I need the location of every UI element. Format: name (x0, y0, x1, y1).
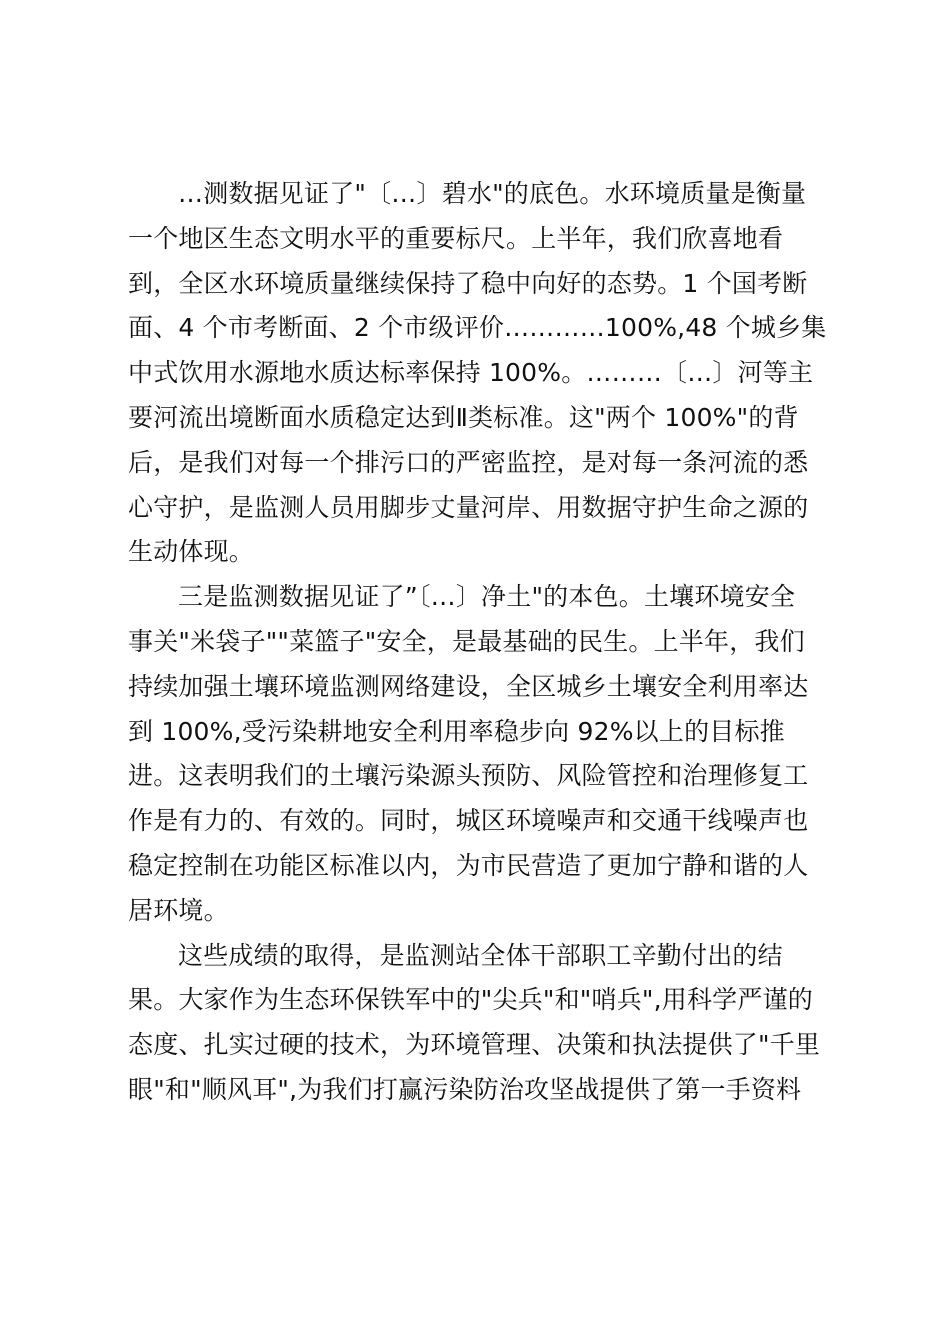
paragraph-3-line: 态度、扎实过硬的技术，为环境管理、决策和执法提供了"千里 (128, 1030, 821, 1060)
body-text (128, 172, 838, 1113)
paragraph-2-line: 事关"米袋子""菜篮子"安全，是最基础的民生。上半年，我们 (128, 626, 805, 656)
paragraph-2-line: 持续加强土壤环境监测网络建设，全区城乡土壤安全利用率达 (128, 671, 809, 701)
paragraph-2-line: 居环境。 (128, 895, 229, 925)
paragraph-2-line: 作是有力的、有效的。同时，城区环境噪声和交通干线噪声也 (128, 806, 809, 836)
paragraph-1-line: 中式饮用水源地水质达标率保持 100%。………〔…〕河等主 (128, 358, 814, 388)
paragraph-2-line: 进。这表明我们的土壤污染源头预防、风险管控和治理修复工 (128, 761, 809, 791)
paragraph-1-line: 后，是我们对每一个排污口的严密监控，是对每一条河流的悉 (128, 447, 809, 477)
paragraph-1-line: 心守护，是监测人员用脚步丈量河岸、用数据守护生命之源的 (128, 492, 809, 522)
paragraph-1-line: 要河流出境断面水质稳定达到Ⅱ类标准。这"两个 100%"的背 (128, 402, 799, 432)
paragraph-1-line: …测数据见证了"〔…〕碧水"的底色。水环境质量是衡量 (178, 179, 807, 208)
paragraph-1-line: 生动体现。 (128, 537, 255, 567)
paragraph-2-line: 到 100%,受污染耕地安全利用率稳步向 92%以上的目标推 (128, 716, 785, 746)
paragraph-3-line: 果。大家作为生态环保铁军中的"尖兵"和"哨兵",用科学严谨的 (128, 985, 813, 1015)
paragraph-1-line: 到，全区水环境质量继续保持了稳中向好的态势。1 个国考断 (128, 268, 808, 298)
paragraph-2-line: 三是监测数据见证了”〔…〕净土"的本色。土壤环境安全 (178, 582, 796, 612)
paragraph-1-line: 面、4 个市考断面、2 个市级评价…………100%,48 个城乡集 (128, 313, 827, 343)
paragraph-1-line: 一个地区生态文明水平的重要标尺。上半年，我们欣喜地看 (128, 223, 784, 253)
paragraph-3-line: 眼"和"顺风耳",为我们打赢污染防治攻坚战提供了第一手资料 (128, 1074, 802, 1104)
paragraph-2-line: 稳定控制在功能区标准以内，为市民营造了更加宁静和谐的人 (128, 850, 809, 880)
paragraph-3-line: 这些成绩的取得，是监测站全体干部职工辛勤付出的结 (178, 940, 783, 970)
